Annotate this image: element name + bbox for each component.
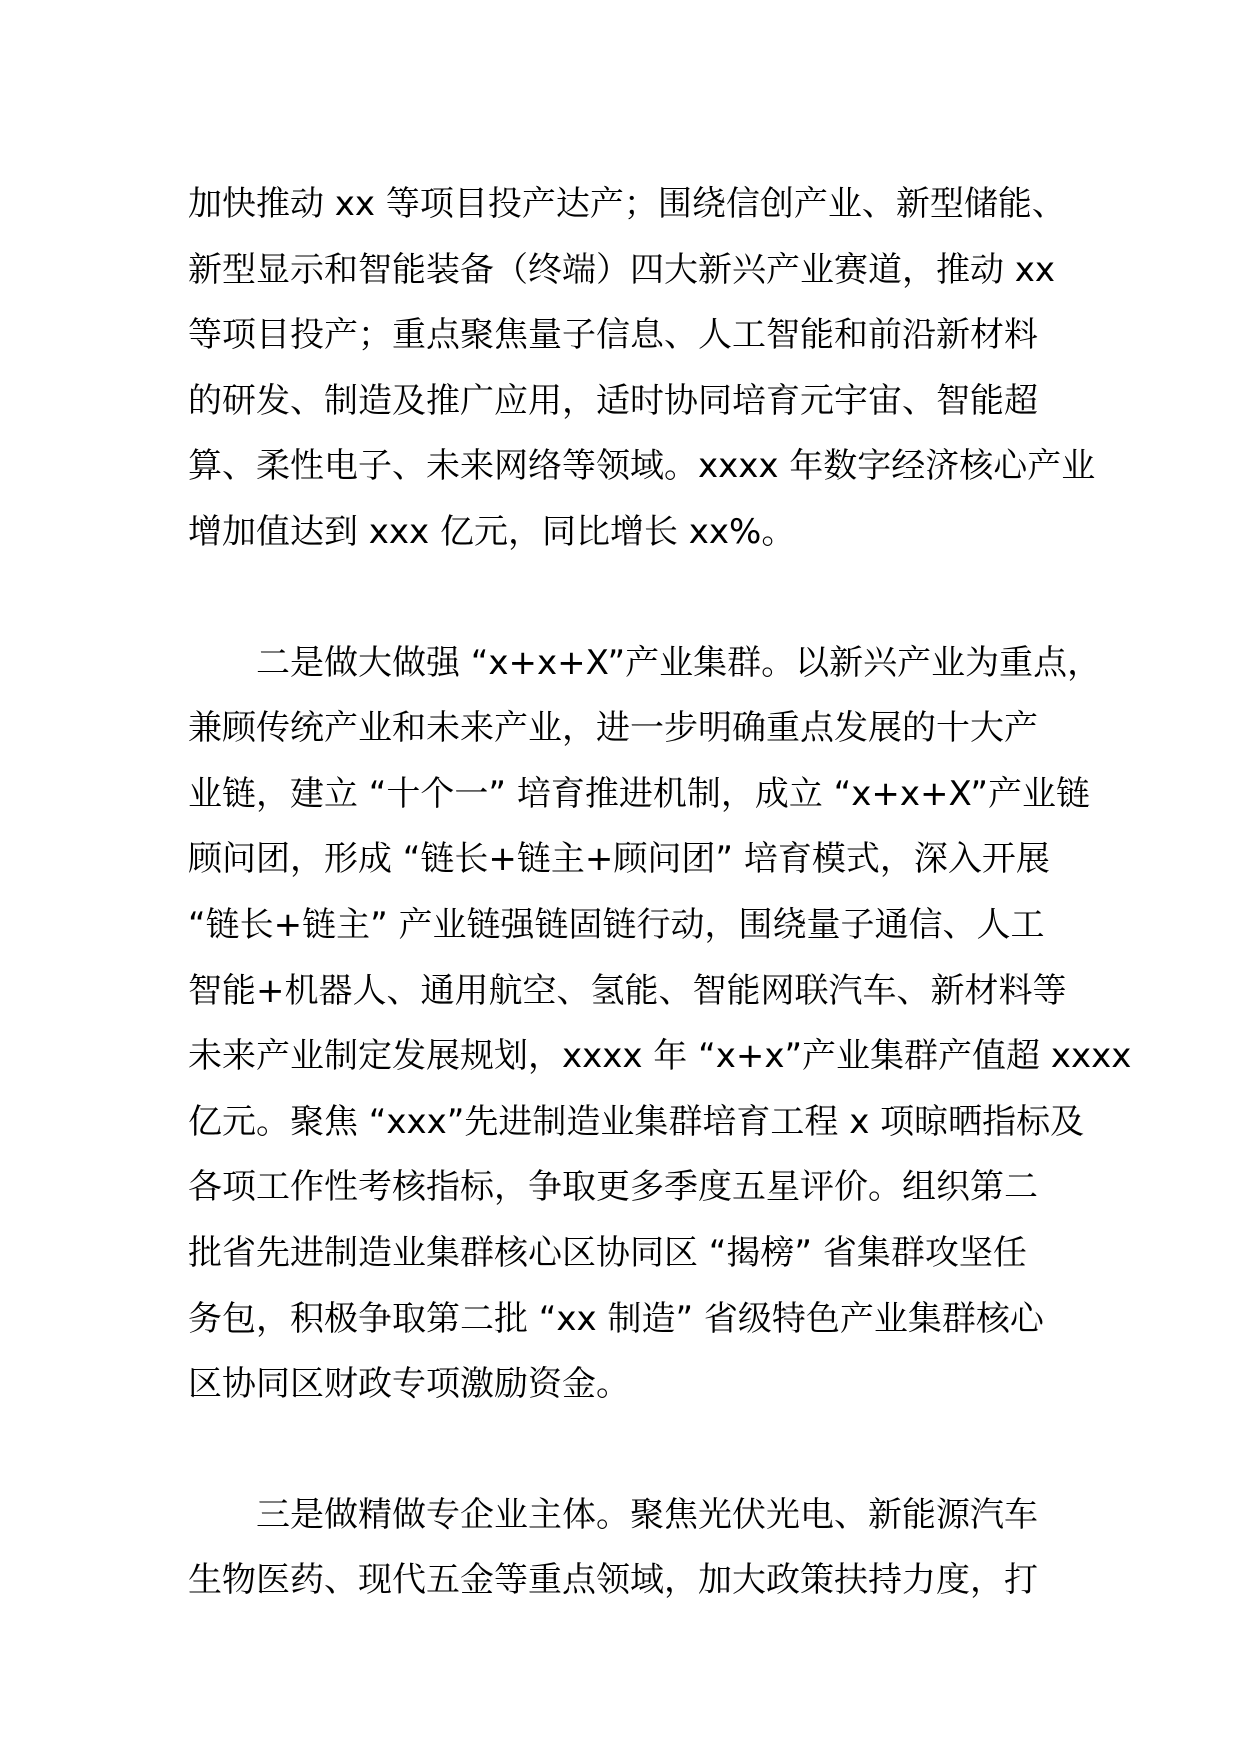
- text-line: 加快推动 xx 等项目投产达产；围绕信创产业、新型储能、: [188, 184, 1066, 224]
- text-line: 新型显示和智能装备（终端）四大新兴产业赛道，推动 xx: [188, 249, 1056, 290]
- text-line: 业链，建立 “十个一” 培育推进机制，成立 “x+x+X”产业链: [188, 773, 1091, 814]
- text-line: 的研发、制造及推广应用，适时协同培育元宇宙、智能超: [188, 380, 1038, 421]
- text-line: 亿元。聚焦 “xxx”先进制造业集群培育工程 x 项晾晒指标及: [188, 1101, 1085, 1142]
- text-line: 各项工作性考核指标，争取更多季度五星评价。组织第二: [188, 1167, 1038, 1208]
- paragraph-enterprise: [188, 1483, 1060, 1614]
- paragraph-gap: [188, 566, 1060, 631]
- text-line: 未来产业制定发展规划，xxxx 年 “x+x”产业集群产值超 xxxx: [188, 1036, 1132, 1077]
- paragraph-digital-economy: [188, 172, 1096, 566]
- text-line: “链长+链主” 产业链强链固链行动，围绕量子通信、人工: [188, 904, 1045, 945]
- text-line: 三是做精做专企业主体。聚焦光伏光电、新能源汽车: [188, 1494, 1038, 1535]
- paragraph-gap: [188, 1418, 1060, 1483]
- text-line: 生物医药、现代五金等重点领域，加大政策扶持力度，打: [188, 1560, 1038, 1601]
- paragraph-industry-cluster: [188, 631, 1132, 1418]
- text-line: 算、柔性电子、未来网络等领域。xxxx 年数字经济核心产业: [188, 446, 1096, 487]
- text-line: 增加值达到 xxx 亿元，同比增长 xx%。: [188, 511, 796, 552]
- text-line: 区协同区财政专项激励资金。: [188, 1364, 630, 1405]
- document-body: [188, 172, 1132, 1614]
- text-line: 兼顾传统产业和未来产业，进一步明确重点发展的十大产: [188, 708, 1038, 749]
- text-line: 务包，积极争取第二批 “xx 制造” 省级特色产业集群核心: [188, 1298, 1044, 1339]
- text-line: 顾问团，形成 “链长+链主+顾问团” 培育模式，深入开展: [188, 839, 1050, 880]
- text-line: 等项目投产；重点聚焦量子信息、人工智能和前沿新材料: [188, 315, 1038, 356]
- text-line: 批省先进制造业集群核心区协同区 “揭榜” 省集群攻坚任: [188, 1232, 1027, 1273]
- text-line: 二是做大做强 “x+x+X”产业集群。以新兴产业为重点，: [188, 642, 1102, 683]
- text-line: 智能+机器人、通用航空、氢能、智能网联汽车、新材料等: [188, 970, 1067, 1011]
